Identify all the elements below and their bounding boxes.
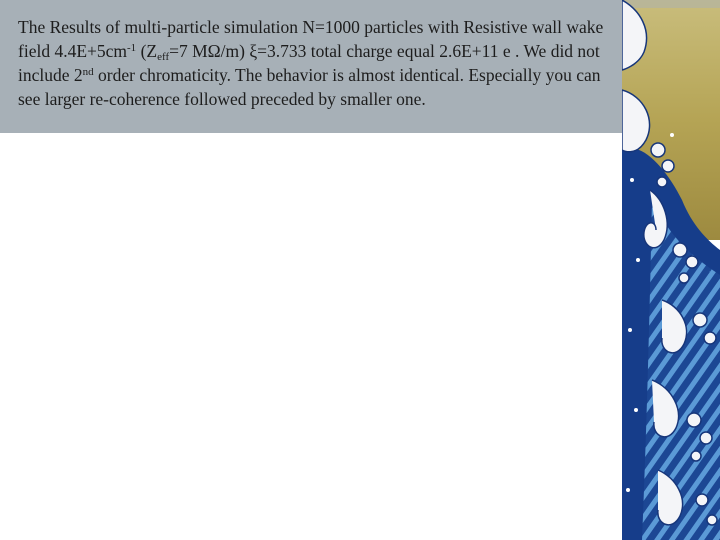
caption-part-4: order chromaticity. The behavior is almost identical. Especially you can see larger re-coherence followed preceded by smaller one. [18, 65, 601, 109]
caption-part-3: =7 MΩ/m) ξ=3.733 total charge equal 2.6E+11 e . We did not include 2 [18, 41, 600, 85]
caption-superscript-1: -1 [127, 42, 137, 54]
caption-superscript-nd: nd [82, 66, 94, 78]
great-wave-artwork-icon [622, 0, 720, 540]
caption-text [18, 15, 618, 133]
caption-part-1: The Results of multi-particle simulation N=1000 particles with Resistive wall wake field 4.4E+5cm [18, 17, 604, 61]
wave-svg [622, 0, 720, 540]
caption-part-2: (Z [136, 41, 158, 61]
caption-subscript-eff: eff [157, 51, 170, 63]
